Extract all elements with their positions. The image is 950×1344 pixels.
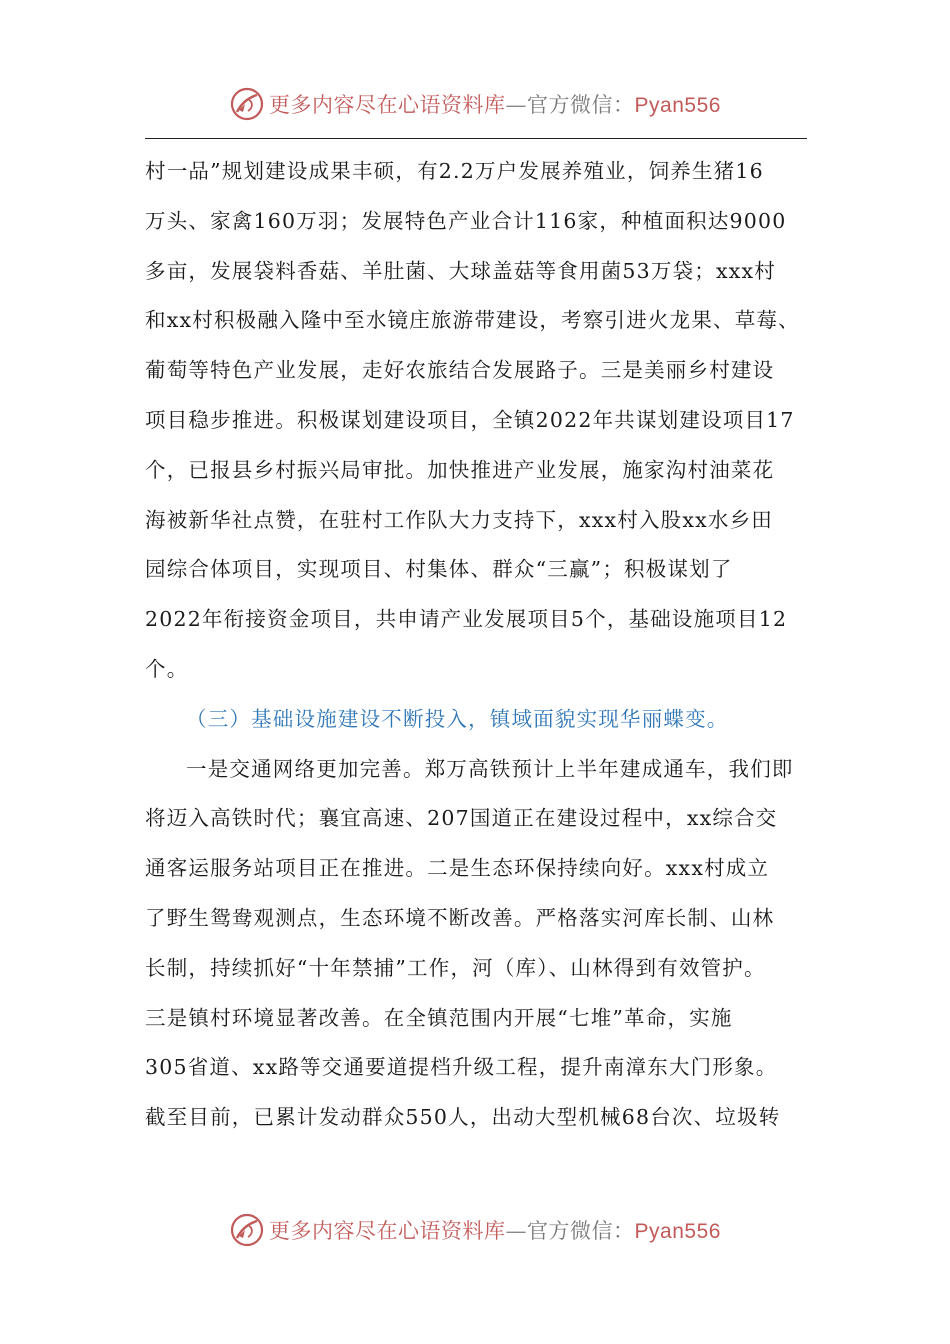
text-line: 葡萄等特色产业发展，走好农旅结合发展路子。三是美丽乡村建设 — [145, 358, 775, 383]
text-line: 多亩，发展袋料香菇、羊肚菌、大球盖菇等食用菌53万袋；xxx村 — [145, 258, 776, 283]
footer-banner — [0, 1210, 950, 1250]
header-wechat-id: Pyan556 — [634, 94, 721, 117]
footer-wechat-label: 官方微信： — [527, 1219, 635, 1243]
footer-text — [269, 1215, 721, 1245]
text-line: 通客运服务站项目正在推进。二是生态环保持续向好。xxx村成立 — [145, 856, 770, 881]
footer-separator: — — [505, 1219, 528, 1243]
pen-swirl-logo-icon — [229, 1212, 265, 1248]
text-line: 三是镇村环境显著改善。在全镇范围内开展“七堆”革命，实施 — [145, 1005, 733, 1030]
text-line: 截至目前，已累计发动群众550人，出动大型机械68台次、垃圾转 — [145, 1105, 781, 1130]
text-line: 万头、家禽160万羽；发展特色产业合计116家，种植面积达9000 — [145, 208, 787, 233]
text-line: 村一品”规划建设成果丰硕，有2.2万户发展养殖业，饲养生猪16 — [145, 159, 764, 183]
text-line: 个。 — [145, 656, 189, 681]
header-separator: — — [505, 93, 528, 117]
section-heading: （三）基础设施建设不断投入，镇域面貌实现华丽蝶变。 — [186, 706, 729, 731]
text-line: 长制，持续抓好“十年禁捕”工作，河（库）、山林得到有效管护。 — [145, 955, 766, 980]
text-line: 个，已报县乡村振兴局审批。加快推进产业发展，施家沟村油菜花 — [145, 457, 775, 482]
footer-wechat-id: Pyan556 — [634, 1220, 721, 1243]
header-banner — [0, 84, 950, 124]
text-line: 项目稳步推进。积极谋划建设项目，全镇2022年共谋划建设项目17 — [145, 407, 795, 432]
text-line: 305省道、xx路等交通要道提档升级工程，提升南漳东大门形象。 — [145, 1055, 778, 1080]
document-body — [145, 147, 807, 1143]
text-line: 海被新华社点赞，在驻村工作队大力支持下，xxx村入股xx水乡田 — [145, 507, 774, 532]
header-text — [269, 89, 721, 119]
text-line: 一是交通网络更加完善。郑万高铁预计上半年建成通车，我们即 — [186, 756, 794, 781]
header-divider — [145, 138, 807, 139]
header-wechat-label: 官方微信： — [527, 93, 635, 117]
text-line: 2022年衔接资金项目，共申请产业发展项目5个，基础设施项目12 — [145, 607, 788, 632]
footer-main-text: 更多内容尽在心语资料库 — [269, 1219, 506, 1243]
text-line: 园综合体项目，实现项目、村集体、群众“三赢”；积极谋划了 — [145, 557, 733, 582]
text-line: 了野生鸳鸯观测点，生态环境不断改善。严格落实河库长制、山林 — [145, 905, 775, 930]
text-line: 将迈入高铁时代；襄宜高速、207国道正在建设过程中，xx综合交 — [145, 806, 778, 831]
header-main-text: 更多内容尽在心语资料库 — [269, 93, 506, 117]
text-line: 和xx村积极融入隆中至水镜庄旅游带建设，考察引进火龙果、草莓、 — [145, 308, 800, 333]
pen-swirl-logo-icon — [229, 86, 265, 122]
